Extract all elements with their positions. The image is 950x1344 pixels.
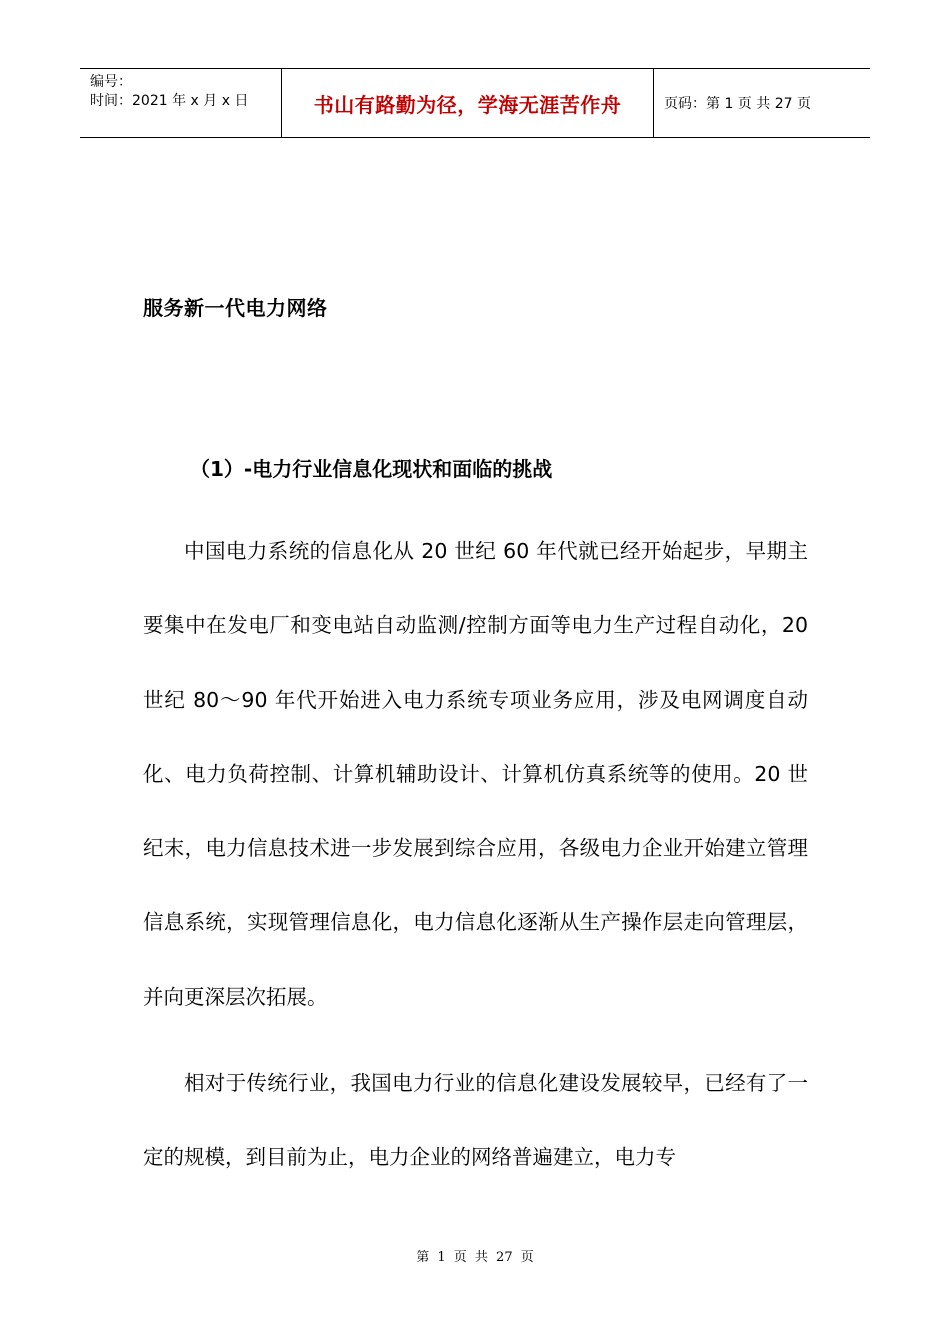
document-title: 服务新一代电力网络 [143,296,328,320]
page-footer: 第 1 页 共 27 页 [416,1250,534,1265]
document-number-label: 编号： [90,74,132,90]
body-paragraph: 相对于传统行业，我国电力行业的信息化建设发展较早，已经有了一定的规模，到目前为止，电力企业的网络普遍建立，电力专 [143,1071,808,1170]
document-date-label: 时间：2021 年 x 月 x 日 [90,93,249,109]
body-paragraph: 中国电力系统的信息化从 20 世纪 60 年代就已经开始起步，早期主要集中在发电厂和变电站自动监测/控制方面等电力生产过程自动化，20 世纪 80～90 年代开始进入电力系统专项业务应用，涉及电网调度自动化、电力负荷控制、计算机辅助设计、计算机仿真系统等的使用。20 世纪末，电力信息技术进一步发展到综合应用，各级电力企业开始建立管理信息系统，实现管理信息化，电力信息化逐渐从生产操作层走向管理层，并向更深层次拓展。 [143,539,808,1009]
header-motto-cell [282,69,654,137]
header-page-cell [654,69,870,137]
header-page-info: 页码：第 1 页 共 27 页 [664,96,811,112]
header-meta-cell [80,69,282,137]
section-heading: （1）-电力行业信息化现状和面临的挑战 [190,457,553,481]
page-header [80,68,870,138]
header-motto: 书山有路勤为径，学海无涯苦作舟 [313,92,622,117]
